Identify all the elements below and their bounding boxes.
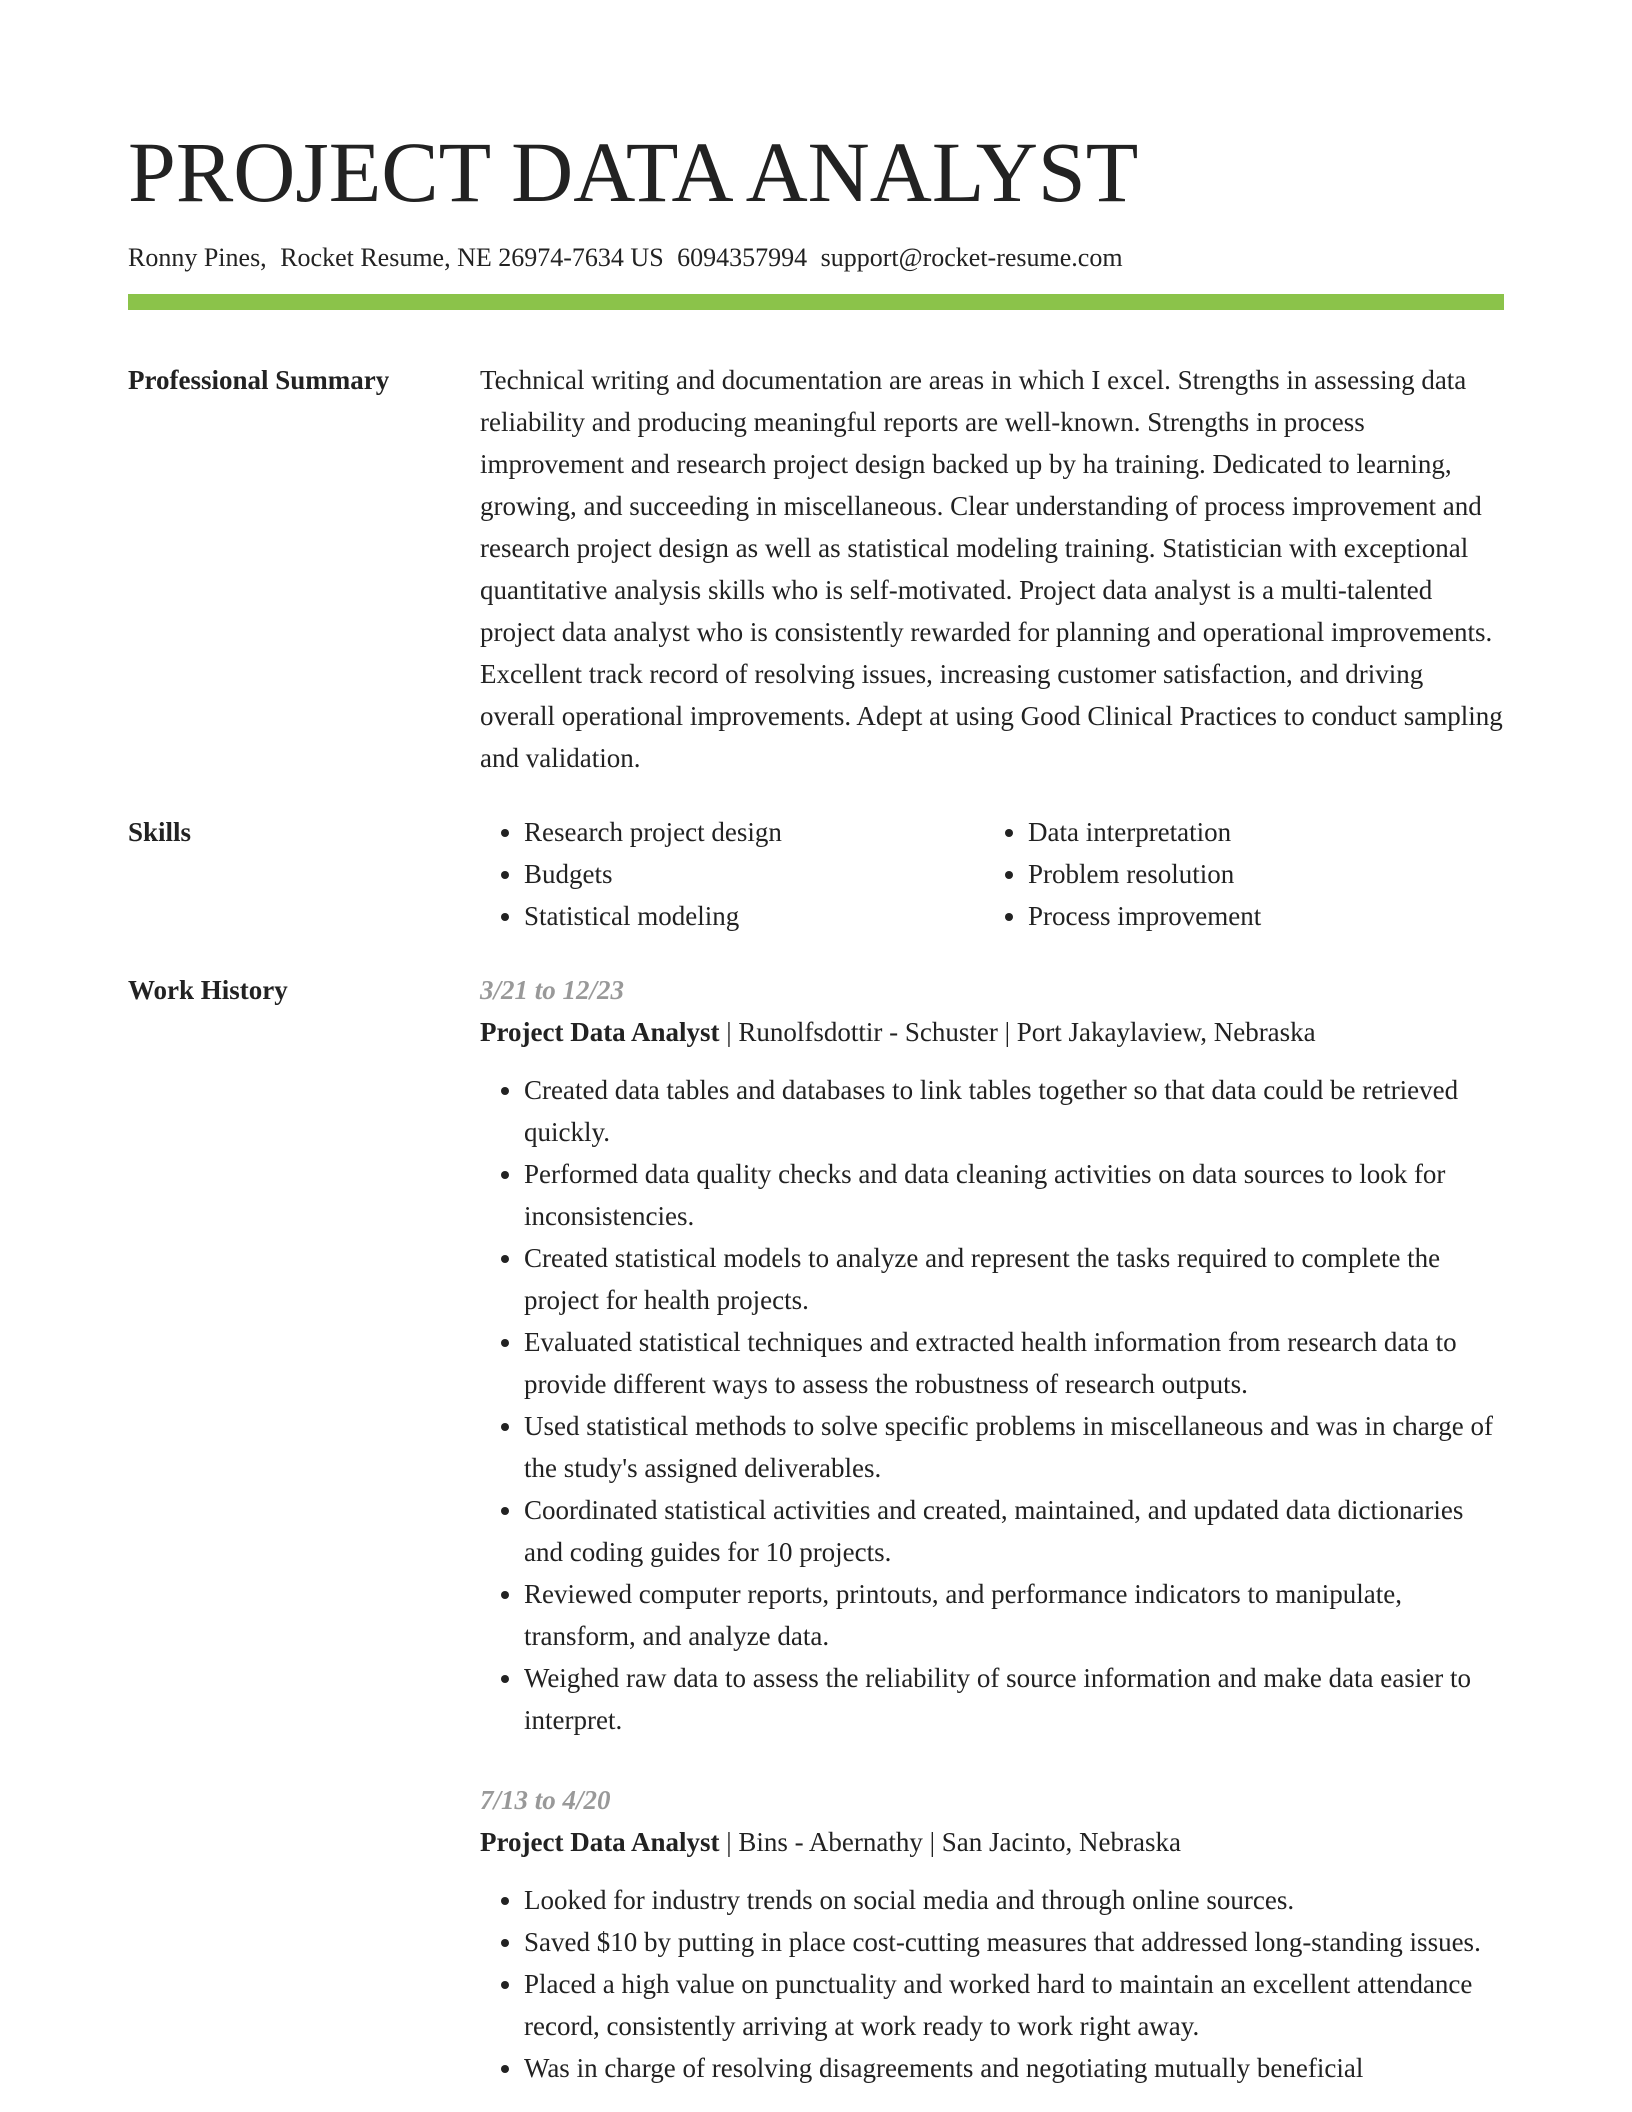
job-details: | Bins - Abernathy | San Jacinto, Nebraska	[719, 1827, 1181, 1857]
work-history-section	[128, 969, 1504, 2089]
work-history-body	[480, 969, 1504, 2089]
skill-item: • Process improvement	[1028, 895, 1504, 937]
job-bullet: • Weighed raw data to assess the reliability of source information and make data easier to interpret.	[524, 1657, 1504, 1741]
skill-item: • Research project design	[524, 811, 984, 853]
job-bullet: • Evaluated statistical techniques and extracted health information from research data to provide different ways to assess the robustness of research outputs.	[524, 1321, 1504, 1405]
job-entry	[480, 969, 1504, 1741]
job-bullets	[480, 1069, 1504, 1741]
skills-section	[128, 811, 1504, 937]
job-bullet: • Looked for industry trends on social media and through online sources.	[524, 1879, 1504, 1921]
job-bullet: • Saved $10 by putting in place cost-cutting measures that addressed long-standing issues.	[524, 1921, 1504, 1963]
contact-line	[128, 242, 1504, 274]
header-divider	[128, 294, 1504, 310]
job-bullet: • Created data tables and databases to link tables together so that data could be retrieved quickly.	[524, 1069, 1504, 1153]
summary-text: Technical writing and documentation are areas in which I excel. Strengths in assessing data reliability and producing meaningful reports are well-known. Strengths in process improvement and research project design backed up by ha training. Dedicated to learning, growing, and succeeding in miscellaneous. Clear understanding of process improvement and research project design as well as statistical modeling training. Statistician with exceptional quantitative analysis skills who is self-motivated. Project data analyst is a multi-talented project data analyst who is consistently rewarded for planning and operational improvements. Excellent track record of resolving issues, increasing customer satisfaction, and driving overall operational improvements. Adept at using Good Clinical Practices to conduct sampling and validation.	[480, 365, 1503, 773]
skills-heading: Skills	[128, 817, 192, 847]
job-role: Project Data Analyst	[480, 1017, 720, 1047]
summary-section	[128, 359, 1504, 779]
job-heading	[480, 1821, 1504, 1863]
job-bullet: • Performed data quality checks and data cleaning activities on data sources to look for inconsistencies.	[524, 1153, 1504, 1237]
job-bullet: • Reviewed computer reports, printouts, and performance indicators to manipulate, transform, and analyze data.	[524, 1573, 1504, 1657]
resume-page	[128, 0, 1504, 2089]
job-entry	[480, 1779, 1504, 2089]
job-bullets	[480, 1879, 1504, 2089]
skills-list-right	[984, 811, 1504, 937]
job-role: Project Data Analyst	[480, 1827, 720, 1857]
skill-item: • Data interpretation	[1028, 811, 1504, 853]
work-history-heading: Work History	[128, 975, 288, 1005]
job-bullet: • Was in charge of resolving disagreements and negotiating mutually beneficial	[524, 2047, 1504, 2089]
skills-list-left	[480, 811, 984, 937]
job-bullet: • Coordinated statistical activities and created, maintained, and updated data dictionaries and coding guides for 10 projects.	[524, 1489, 1504, 1573]
summary-heading: Professional Summary	[128, 365, 390, 395]
contact-address: Rocket Resume, NE 26974-7634 US	[280, 243, 664, 272]
skill-item: • Statistical modeling	[524, 895, 984, 937]
job-dates: 7/13 to 4/20	[480, 1785, 611, 1815]
job-bullet: • Used statistical methods to solve specific problems in miscellaneous and was in charge of the study's assigned deliverables.	[524, 1405, 1504, 1489]
contact-email: support@rocket-resume.com	[820, 243, 1123, 272]
job-dates: 3/21 to 12/23	[480, 975, 625, 1005]
contact-name: Ronny Pines,	[128, 243, 267, 272]
job-bullet: • Created statistical models to analyze and represent the tasks required to complete the project for health projects.	[524, 1237, 1504, 1321]
skill-item: • Problem resolution	[1028, 853, 1504, 895]
job-bullet: • Placed a high value on punctuality and worked hard to maintain an excellent attendance record, consistently arriving at work ready to work right away.	[524, 1963, 1504, 2047]
job-heading	[480, 1011, 1504, 1053]
contact-phone: 6094357994	[677, 243, 808, 272]
resume-title: PROJECT DATA ANALYST	[128, 124, 1139, 220]
skills-grid	[480, 811, 1504, 937]
skill-item: • Budgets	[524, 853, 984, 895]
job-details: | Runolfsdottir - Schuster | Port Jakaylaview, Nebraska	[719, 1017, 1316, 1047]
